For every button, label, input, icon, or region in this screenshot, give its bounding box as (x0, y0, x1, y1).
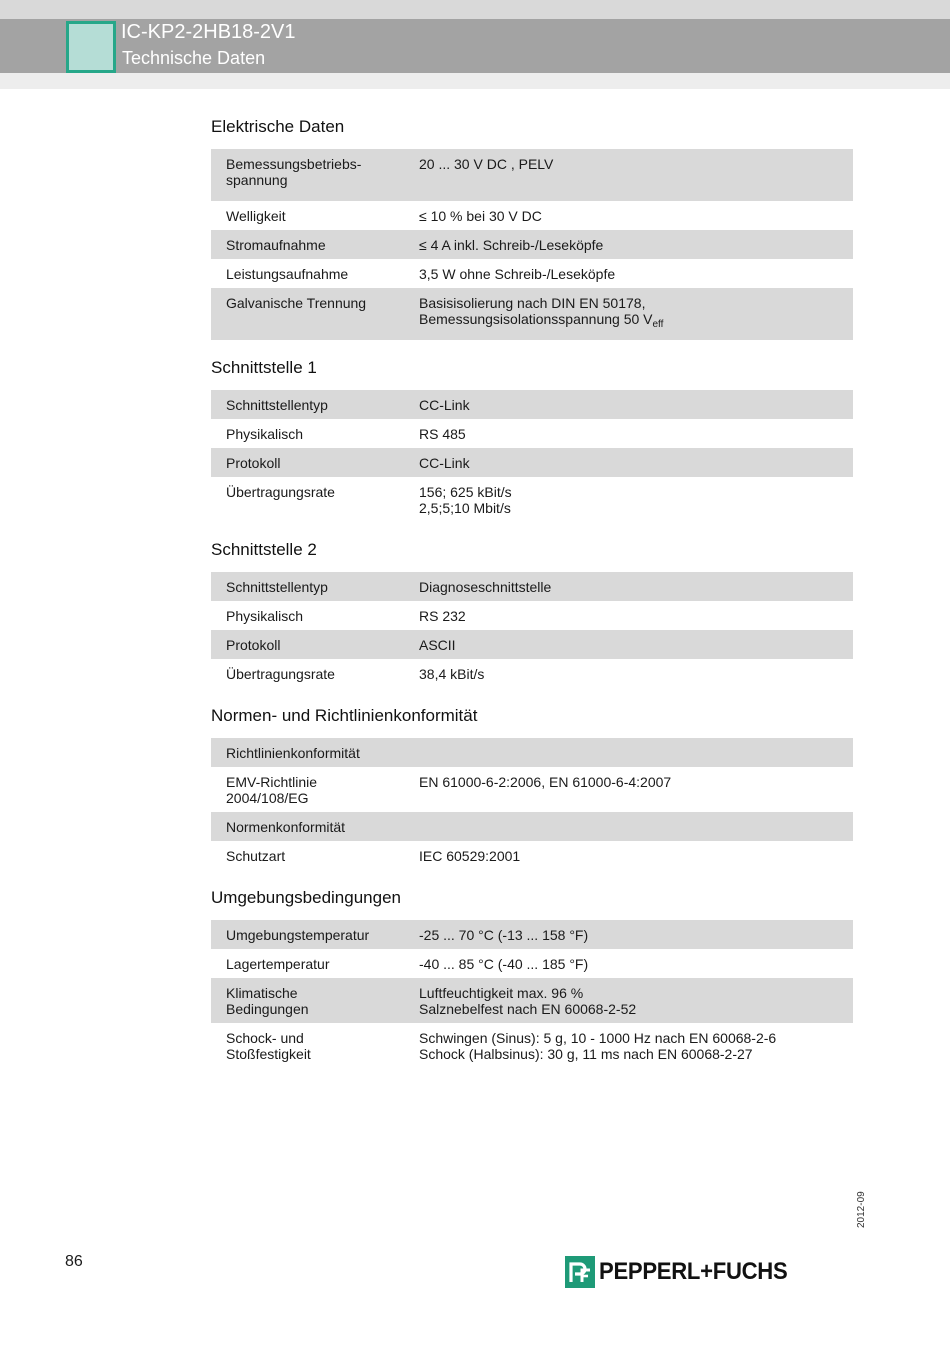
row-label: Schnittstellentyp (211, 572, 404, 601)
section-title-schnittstelle-2: Schnittstelle 2 (211, 540, 317, 559)
row-label: Richtlinienkonformität (211, 738, 404, 767)
table-row (211, 841, 853, 870)
table-row (211, 949, 853, 978)
header-underline (0, 73, 950, 89)
table-row (211, 738, 853, 767)
row-value: RS 232 (419, 608, 466, 624)
page-number: 86 (65, 1253, 83, 1270)
table-row (211, 1023, 853, 1068)
row-label: Übertragungsrate (226, 666, 335, 682)
table-row (211, 659, 853, 688)
pepperl-fuchs-logo-icon (565, 1256, 595, 1288)
table-row (211, 630, 853, 659)
row-value: Luftfeuchtigkeit max. 96 % Salznebelfest nach EN 60068-2-52 (404, 978, 853, 1023)
row-label: Lagertemperatur (226, 956, 330, 972)
row-value: EN 61000-6-2:2006, EN 61000-6-4:2007 (419, 774, 672, 790)
table-row (211, 812, 853, 841)
row-value: -25 ... 70 °C (-13 ... 158 °F) (404, 920, 853, 949)
table-elektrische-daten (211, 149, 853, 340)
table-umgebungsbedingungen (211, 920, 853, 1068)
row-label: Galvanische Trennung (211, 288, 404, 340)
row-label: Schnittstellentyp (211, 390, 404, 419)
row-value: 20 ... 30 V DC , PELV (404, 149, 853, 201)
row-label: Welligkeit (226, 208, 286, 224)
content-area (211, 110, 853, 1086)
row-label: Leistungsaufnahme (226, 266, 349, 282)
row-value: IEC 60529:2001 (419, 848, 521, 864)
table-row (211, 201, 853, 230)
table-row (211, 390, 853, 419)
row-label: Bemessungsbetriebs- spannung (211, 149, 404, 201)
table-row (211, 230, 853, 259)
row-value: 38,4 kBit/s (419, 666, 485, 682)
row-label: Protokoll (211, 448, 404, 477)
row-value: ≤ 10 % bei 30 V DC (419, 208, 542, 224)
table-row (211, 288, 853, 340)
section-title-umgebungsbedingungen: Umgebungsbedingungen (211, 888, 401, 907)
table-row (211, 149, 853, 201)
row-label: Schutzart (226, 848, 286, 864)
table-row (211, 572, 853, 601)
table-row (211, 419, 853, 448)
row-label: Schock- und Stoßfestigkeit (226, 1030, 311, 1062)
table-row (211, 448, 853, 477)
row-value: Basisisolierung nach DIN EN 50178, Bemessungsisolationsspannung 50 $V_{eff}$ (404, 288, 853, 340)
table-row (211, 477, 853, 522)
row-value (404, 812, 853, 841)
brand-name: PEPPERL+FUCHS (599, 1258, 788, 1285)
top-strip (0, 0, 950, 19)
table-schnittstelle-1 (211, 390, 853, 522)
row-value: CC-Link (404, 390, 853, 419)
table-normen (211, 738, 853, 870)
row-label: Physikalisch (226, 608, 304, 624)
row-label: Normenkonformität (211, 812, 404, 841)
row-value: Diagnoseschnittstelle (404, 572, 853, 601)
header-logo-square (66, 21, 116, 73)
table-row (211, 601, 853, 630)
table-row (211, 767, 853, 812)
row-label: Übertragungsrate (226, 484, 335, 500)
row-value: Schwingen (Sinus): 5 g, 10 - 1000 Hz nach EN 60068-2-6 Schock (Halbsinus): 30 g, 11 ms nach EN 60068-2-27 (419, 1030, 777, 1062)
table-row (211, 978, 853, 1023)
document-subtitle: Technische Daten (122, 48, 266, 68)
section-title-schnittstelle-1: Schnittstelle 1 (211, 358, 317, 377)
row-label: EMV-Richtlinie 2004/108/EG (226, 774, 318, 806)
row-value: 156; 625 kBit/s 2,5;5;10 Mbit/s (419, 484, 512, 516)
section-title-elektrische-daten: Elektrische Daten (211, 117, 345, 136)
row-value: CC-Link (404, 448, 853, 477)
row-value: ASCII (404, 630, 853, 659)
row-label: Protokoll (211, 630, 404, 659)
brand-logo (565, 1255, 804, 1289)
section-title-normen: Normen- und Richtlinienkonformität (211, 706, 478, 725)
row-label: Klimatische Bedingungen (211, 978, 404, 1023)
row-value: 3,5 W ohne Schreib-/Leseköpfe (419, 266, 616, 282)
table-row (211, 259, 853, 288)
document-title: IC-KP2-2HB18-2V1 (121, 21, 296, 43)
row-value: ≤ 4 A inkl. Schreib-/Leseköpfe (404, 230, 853, 259)
row-label: Stromaufnahme (211, 230, 404, 259)
row-label: Umgebungstemperatur (211, 920, 404, 949)
row-value (404, 738, 853, 767)
row-label: Physikalisch (226, 426, 304, 442)
table-schnittstelle-2 (211, 572, 853, 688)
row-value: RS 485 (419, 426, 466, 442)
date-code: 2012-09 (856, 1191, 867, 1228)
table-row (211, 920, 853, 949)
row-value: -40 ... 85 °C (-40 ... 185 °F) (419, 956, 589, 972)
